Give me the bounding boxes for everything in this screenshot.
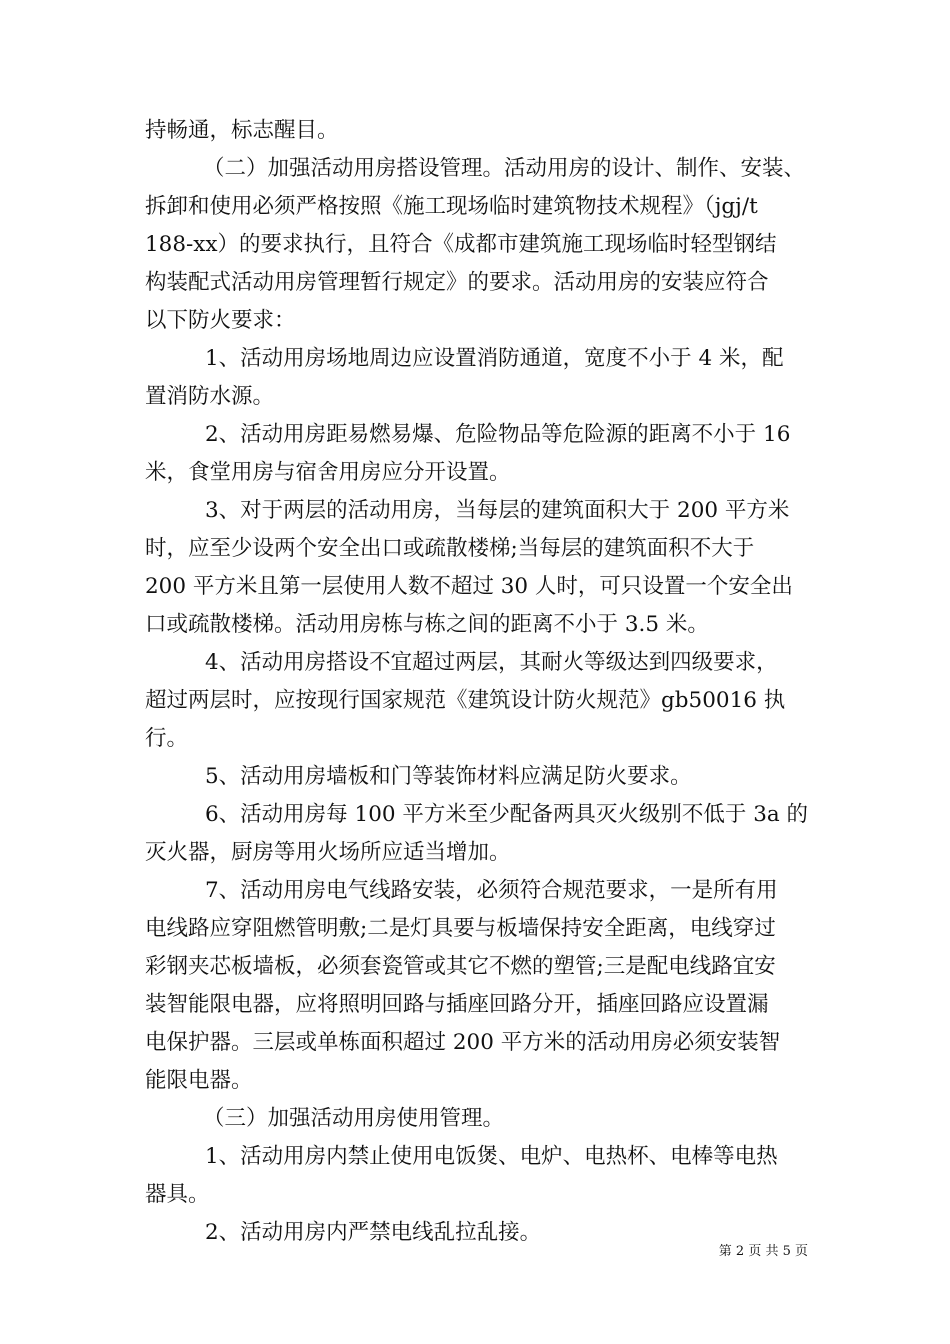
text-line: 灭火器，厨房等用火场所应适当增加。 <box>145 840 511 865</box>
text-line: 188-xx）的要求执行，且符合《成都市建筑施工现场临时轻型钢结 <box>145 232 777 257</box>
list-item-7: 7、活动用房电气线路安装，必须符合规范要求，一是所有用 <box>205 878 778 903</box>
list-item-6: 6、活动用房每 100 平方米至少配备两具灭火级别不低于 3a 的 <box>205 802 809 827</box>
text-line: 口或疏散楼梯。活动用房栋与栋之间的距离不小于 3.5 米。 <box>145 612 709 637</box>
list-item-3: 3、对于两层的活动用房，当每层的建筑面积大于 200 平方米 <box>205 498 790 523</box>
page-number-footer: 第 2 页 共 5 页 <box>718 1244 808 1259</box>
list-item-2: 2、活动用房距易燃易爆、危险物品等危险源的距离不小于 16 <box>205 422 791 447</box>
section-heading-3: （三）加强活动用房使用管理。 <box>203 1106 505 1131</box>
text-line: 持畅通，标志醒目。 <box>145 118 339 143</box>
text-line: 能限电器。 <box>145 1068 253 1093</box>
text-line: 构装配式活动用房管理暂行规定》的要求。活动用房的安装应符合 <box>145 270 769 295</box>
text-line: 米，食堂用房与宿舍用房应分开设置。 <box>145 460 511 485</box>
list-item-5: 5、活动用房墙板和门等装饰材料应满足防火要求。 <box>205 764 692 789</box>
text-line: 拆卸和使用必须严格按照《施工现场临时建筑物技术规程》（jgj/t <box>145 194 758 219</box>
text-line: 超过两层时，应按现行国家规范《建筑设计防火规范》gb50016 执 <box>145 688 786 713</box>
text-line: 200 平方米且第一层使用人数不超过 30 人时，可只设置一个安全出 <box>145 574 793 599</box>
section-heading-2: （二）加强活动用房搭设管理。活动用房的设计、制作、安装、 <box>203 156 806 181</box>
list-item-1b: 1、活动用房内禁止使用电饭煲、电炉、电热杯、电棒等电热 <box>205 1144 778 1169</box>
list-item-1: 1、活动用房场地周边应设置消防通道，宽度不小于 4 米，配 <box>205 346 784 371</box>
text-line: 装智能限电器，应将照明回路与插座回路分开，插座回路应设置漏 <box>145 992 769 1017</box>
text-line: 时，应至少设两个安全出口或疏散楼梯;当每层的建筑面积不大于 <box>145 536 755 561</box>
text-line: 行。 <box>145 726 189 751</box>
text-line: 置消防水源。 <box>145 384 275 409</box>
text-line: 电保护器。三层或单栋面积超过 200 平方米的活动用房必须安装智 <box>145 1030 781 1055</box>
list-item-2b: 2、活动用房内严禁电线乱拉乱接。 <box>205 1220 542 1245</box>
text-line: 电线路应穿阻燃管明敷;二是灯具要与板墙保持安全距离，电线穿过 <box>145 916 776 941</box>
text-line: 器具。 <box>145 1182 210 1207</box>
text-line: 以下防火要求： <box>145 308 296 333</box>
list-item-4: 4、活动用房搭设不宜超过两层，其耐火等级达到四级要求， <box>205 650 778 675</box>
text-line: 彩钢夹芯板墙板，必须套瓷管或其它不燃的塑管;三是配电线路宜安 <box>145 954 776 979</box>
